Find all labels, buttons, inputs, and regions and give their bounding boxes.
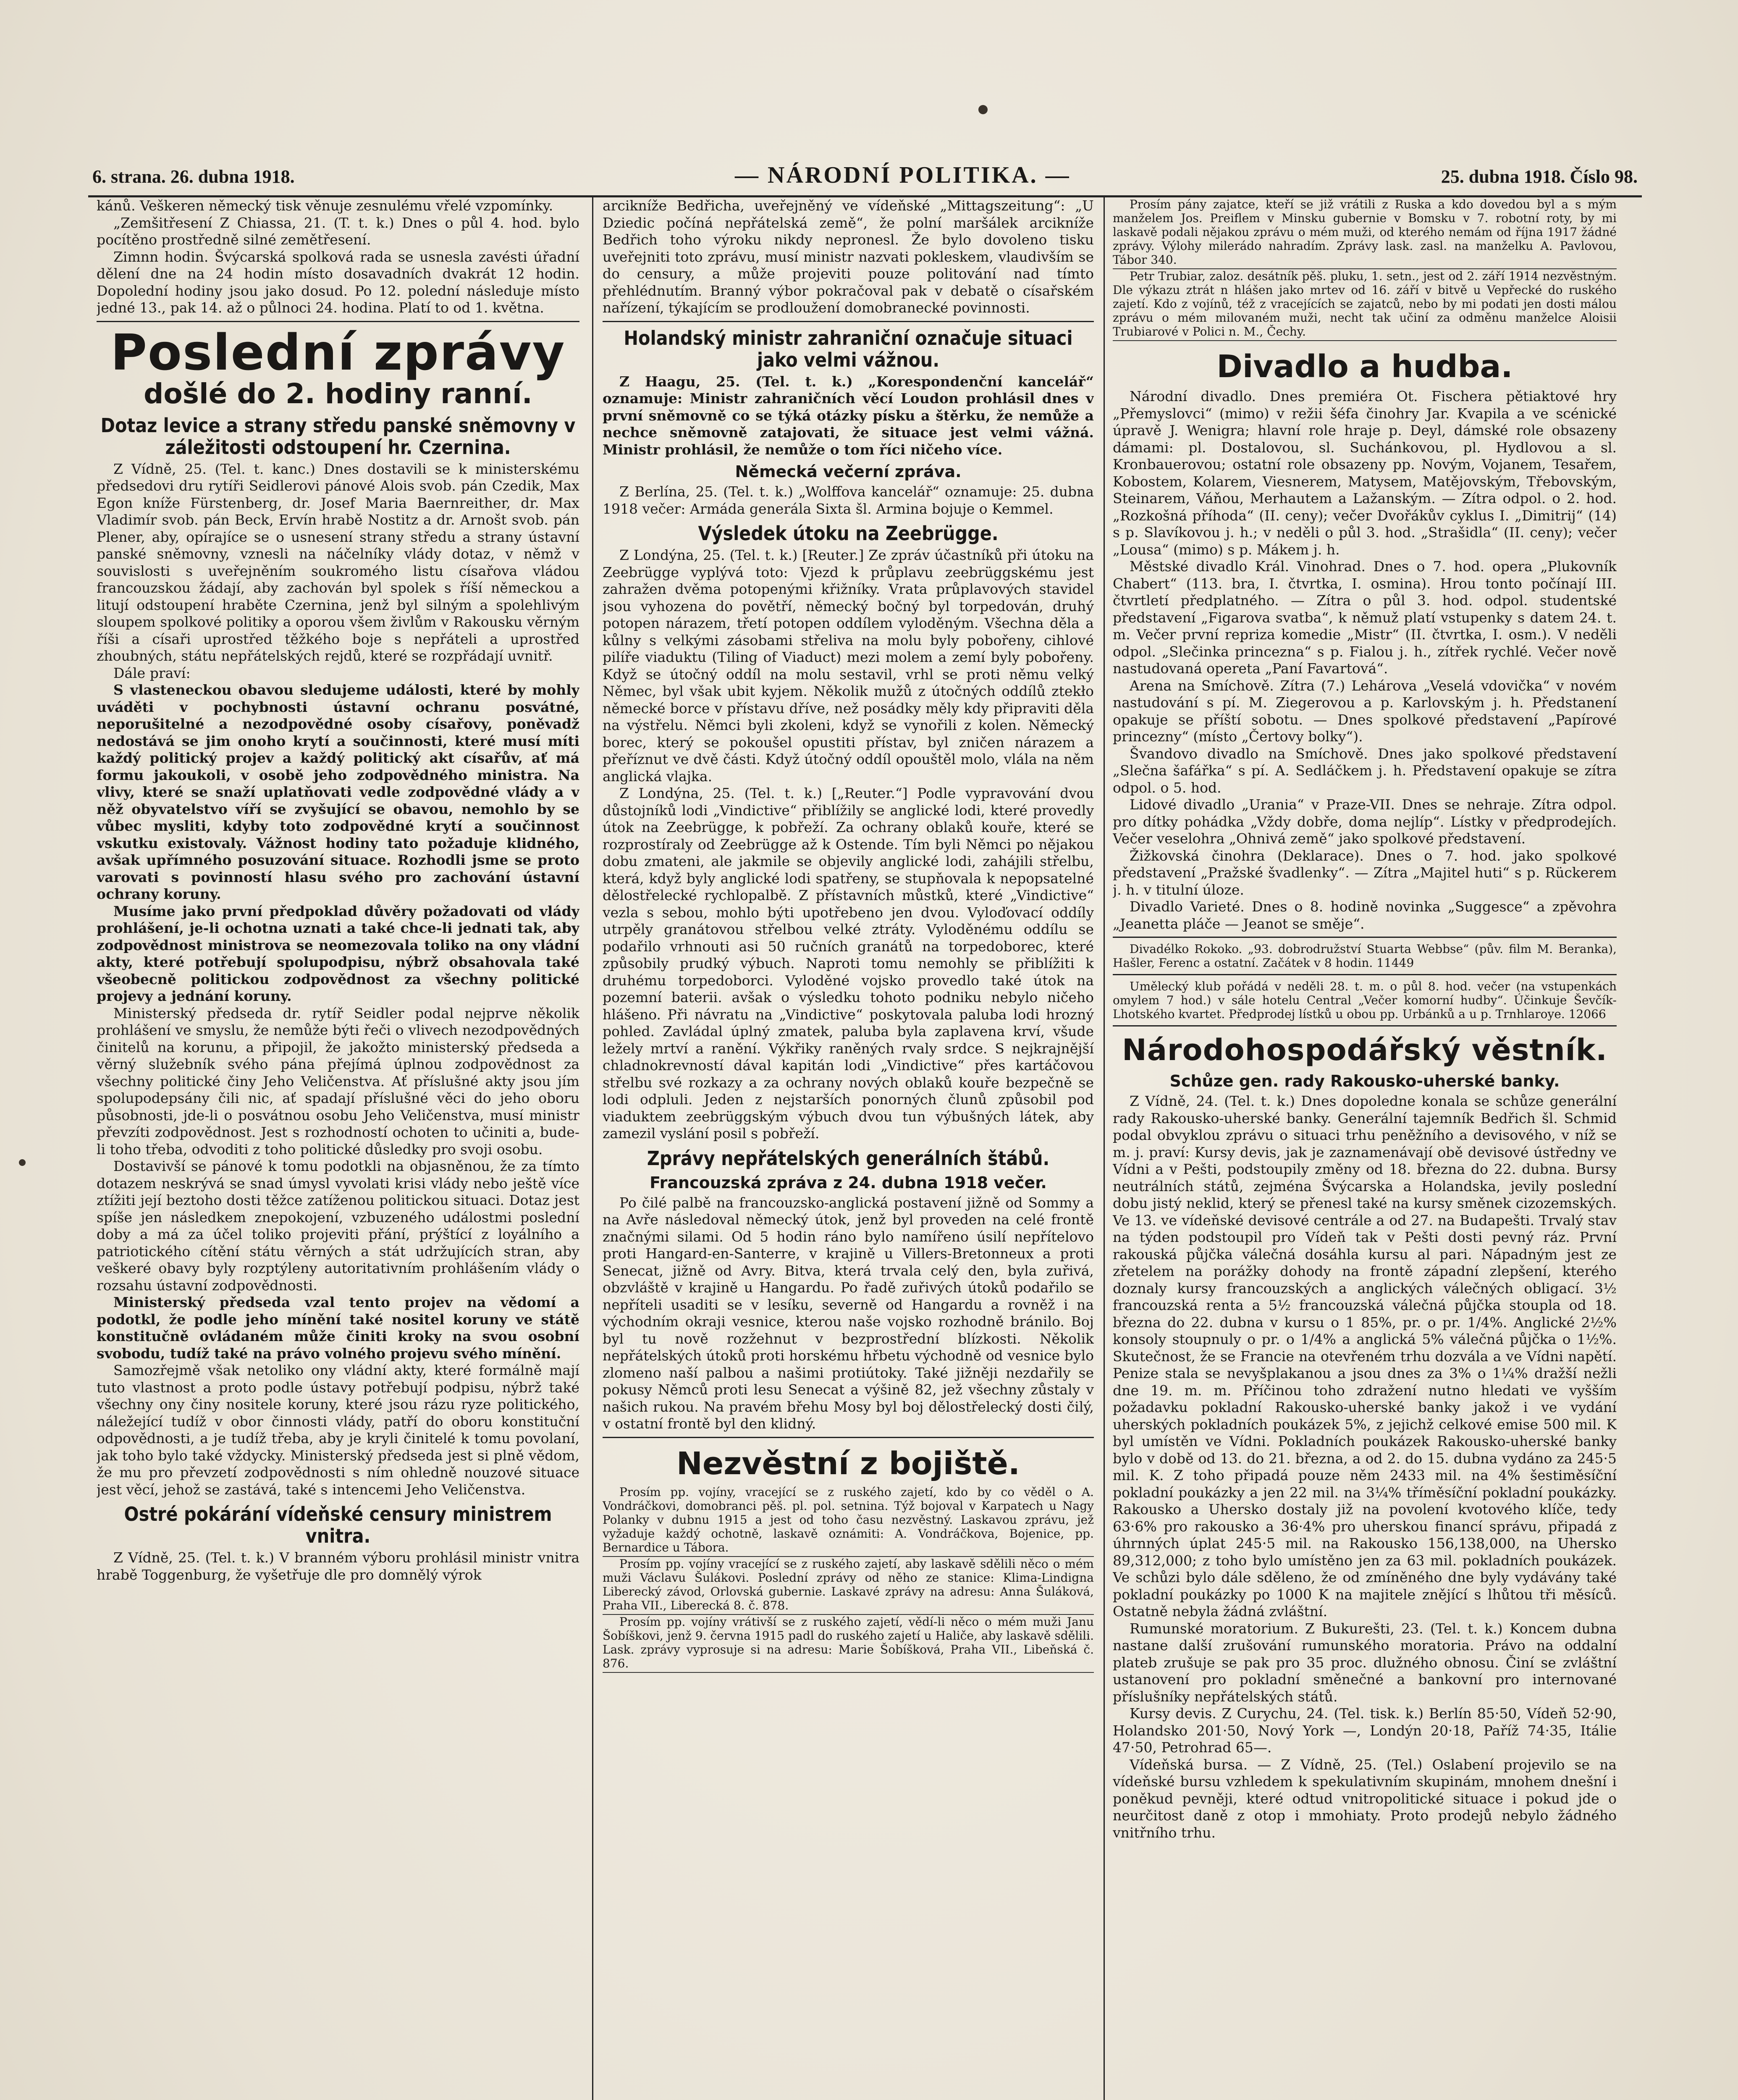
article-headline: Německá večerní zpráva. [735,462,962,481]
column-divider-1 [592,197,593,2100]
article-text: Zimnn hodin. Švýcarská spolková rada se usnesla zavésti úřadní dělení dne na 24 hodin místo dosavadních dvakrát 12 hodin. Dopolední hodiny jsou jako dosud. Po 12. polední následuje místo jedné 13., pak 14. až o půlnoci 24. hodina. Platí to od 1. května. [97,248,579,316]
article-subheadline: Francouzská zpráva z 24. dubna 1918 večer. [650,1173,1047,1192]
article-text: Divadlo Varieté. Dnes o 8. hodině novinka „Suggesce“ a zpěvohra „Jeanetta pláče — Jeanot se směje“. [1113,898,1617,932]
column-divider-2 [1104,197,1105,2100]
page-header [84,162,1646,195]
header-date-right: 25. dubna 1918. Číslo 98. [1441,166,1638,187]
article-text: Z Londýna, 25. (Tel. t. k.) [„Reuter.“] Podle vypravování dvou důstojníků lodi „Vindictive“ přiblížily se anglické lodi, které provedly útok na Zeebrügge, k pobřeží. Za ochrany oblaků kouře, které se rozprostíraly od Zeebrügge až k Ostende. Tím byli Němci po nějakou dobu zmateni, ale jakmile se objevily anglické lodi, zahájili střelbu, která, když byly anglické lodi spatřeny, se stupňovala k nepopsatelné dělostřelecké rychlopalbě. Z přístavních můstků, které „Vindictive“ vezla s sebou, mohlo býti upotřebeno jen dvou. Vyloďovací oddíly utrpěly granátovou střelbou velké ztráty. Vyloděnému oddílu se podařilo vrhnouti asi 50 ručních granátů na torpedoborec, které způsobily prudký výbuch. Naproti tomu nemohly se přiblížiti k druhému torpedoborci. Vyloděné vojsko provedlo také útok na pozemní baterii. avšak o výsledku tohoto podniku nebylo ničeho hlášeno. Při návratu na „Vindictive“ poskytovala paluba lodi hrozný pohled. Zavládal úplný zmatek, paluba byla zaplavena krví, všude ležely mrtví a ranění. Výkřiky raněných rvaly srdce. S nejkrajnější chladnokrevností dával kapitán lodi „Vindictive“ přes kartáčovou střelbu své rozkazy a za ochrany nových oblaků kouře bezpečně se lodi odpluli. Jeden z nejstarších ponorných člunů způsobil pod viaduktem zeebrüggským výbuch dvou tun výbušných látek, aby zamezil vyslání posil s pobřeží. [603,785,1094,1142]
article-text: arcikníže Bedřicha, uveřejněný ve vídeňské „Mittagszeitung“: „U Dziedic počíná nepřátelská země“, že polní maršálek arcikníže Bedřich toho výroku nikdy nepronesl. Že bylo dovoleno tisku uveřejniti toto zprávu, musí ministr nazvati pokleskem, vlaudivším se do censury, a může projeviti pouze politování nad tímto přehlédnutím. Branný výbor pokračoval pak v debatě o císařském nařízení, týkajícím se prodloužení domobranecké povinnosti. [603,197,1094,316]
article-text: Lidové divadlo „Urania“ v Praze-VII. Dnes se nehraje. Zítra odpol. pro dítky pohádka „Vždy dobře, doma nejlíp“. Lístky v předprodejích. Večer veselohra „Ohnivá země“ jako spolkové představení. [1113,796,1617,847]
column-3 [1113,197,1617,2100]
article-text: Z Vídně, 25. (Tel. t. k.) V branném výboru prohlásil ministr vnitra hrabě Toggenburg, že vyšetřuje dle pro domnělý výrok [97,1549,579,1583]
article-text: Z Vídně, 24. (Tel. t. k.) Dnes dopoledne konala se schůze generální rady Rakousko-uherské banky. Generální tajemník Bedřich šl. Schmid podal obvyklou zprávu o situaci trhu peněžního a devisového, v níž se m. j. praví: Kursy devis, jak je zaznamenávají obě devisové ústředny ve Vídni a v Pešti, podstoupily změny od 18. března do 22. dubna. Bursy neutrálních států, zejména Švýcarska a Holandska, jevily poslední dobu jistý neklid, který se přenesl také na kursy směnek cizozemských. Ve 13. ve vídeňské devisové centrále a od 27. na Budapešti. Trvalý stav na týden podstoupil pro Vídeň tak v Pešti dosti pevný ráz. První rakouská půjčka válečná dosáhla kursu al pari. Nápadným jest ze zřetelem na porážky dohody na frontě západní zlepšení, kterého doznaly kursy francouzských a anglických válečných obligací. 3½ francouzská renta a 5½ francouzská válečná půjčka stoupla od 18. března do 22. dubna v kursu o 1 85%, pr. o pr. 1/4%. Anglické 2½% konsoly stoupnuly o pr. o 1/4% a anglická 5% válečná půjčka o 1½%. Skutečnost, že se Francie na otevřeném trhu dozvála a ve Vídni napětí. Penize stala se nevyšplakanou a jsou dnes za 3% o 1¼% dražší nežli dne 19. m. m. Příčinou toho zdražení nutno hledati ve vyšším požadavku pokladní Rakousko-uherské banky jakož i ve vydání uherských pokladních poukázek 5%, z jejichž celkové emise 500 mil. K byl umístěn ve Vídni. Pokladních poukázek Rakousko-uherské banky bylo v době od 13. do 21. března, a od 2. do 15. dubna vydáno za 245·5 mil. K. Z toho připadá pouze něm 2433 mil. na 4% šestiměsíční pokladní poukázky a jen 22 mil. na 3¼% tříměsíční pokladní poukázky. Rakousko a Uhersko dostaly již na povolení kvotového klíče, tedy 63·6% pro rakousko a 36·4% pro uherskou financí správu, připadá z úhrnných úplat 245·5 mil. na Rakousko 156,138,000, na Uhersko 89,312,000; z toho bylo umístěno jen za 63 mil. pokladních poukázek. Ve schůzi bylo dále sděleno, že od zmíněného dne byly vydávány také pokladní poukázky po 1000 K na majitele znějící s lhůtou tři měsíců. Ostatně nebyla žádná zvláštní. [1113,1093,1617,1620]
separator [97,321,579,322]
article-text: S vlasteneckou obavou sledujeme události, které by mohly uváděti v pochybnosti ústavní ochranu posvátné, neporušitelné a nezodpovědné osoby císařovy, poněvadž nedostává se jim onoho krytí a součinnosti, které musí míti každý politický projev a každý politický akt císařův, ať má formu jakoukoli, v osobě jeho zodpovědného ministra. Na vlivy, které se snaží uplatňovati vedle zodpovědné vlády a v něž obyvatelstvo víří se zvyšující se obavou, nemohlo by se vůbec mysliti, kdyby toto zodpovědné krytí a součinnost vskutku existovaly. Vážnost hodiny tato požaduje klidného, avšak upřímného posuzování situace. Rozhodli jsme se proto varovati s povinností hlasu svého pro zachování ústavní ochrany koruny. [97,682,579,902]
classified-ad: Prosím pp. vojíny vrátivší se z ruského zajetí, vědí-li něco o mém muži Janu Šobíškovi, jenž 9. června 1915 padl do ruského zajetí u Haliče, aby laskavě sdělili. Lask. zprávy vyprosuje si na adresu: Marie Šobíšková, Praha VII., Libeňská č. 876. [603,1615,1094,1673]
classified-ad: Prosím pp. vojíny vracející se z ruského zajetí, aby laskavě sdělili něco o mém muži Václavu Šulákovi. Poslední zprávy od něho ze stanice: Klima-Lindigna Liberecký závod, Orlovská gubernie. Laskavé zprávy na adresu: Anna Šuláková, Praha VII., Liberecká 8. č. 878. [603,1557,1094,1615]
article-text: Ministerský předseda vzal tento projev na vědomí a podotkl, že podle jeho mínění také nositel koruny ve státě konstitučně ovládaném může činiti kroky na svou osobní svobodu, tudíž také na právo volného projevu svého mínění. [97,1294,579,1362]
article-text: Po čilé palbě na francouzsko-anglická postavení jižně od Sommy a na Avře následoval německý útok, jenž byl proveden na celé frontě značnými silami. Od 5 hodin ráno bylo namířeno úsilí nepřítelovo proti Hangard-en-Santerre, v krajině u Villers-Bretonneux a proti Senecat, jižně od Avry. Bitva, která trvala celý den, byla zuřivá, obzvláště v krajině u Hangardu. Po řadě zuřivých útoků podařilo se nepříteli usaditi se v lesíku, severně od Hangardu a rovněž i na východním okraji vesnice, kterou naše vojsko rozhodně bránilo. Boj byl tu nově rozžehnut v bezprostřední blízkosti. Několik nepřátelských útoků proti horskému hřbetu východně od vesnice bylo zlomeno naší palbou a našimi protiútoky. Také jižněji nezdařily se pokusy Němců proti lesu Senecat a výšině 82, jež všechny zůstaly v našich rukou. Na pravém břehu Mosy byl boj dělostřelecký dosti čilý, v ostatní frontě byl den klidný. [603,1194,1094,1432]
classified-ad: Divadélko Rokoko. „93. dobrodružství Stuarta Webbse“ (pův. film M. Beranka), Hašler, Ferenc a ostatní. Začátek v 8 hodin. 11449 [1113,942,1617,970]
article-headline: Výsledek útoku na Zeebrügge. [698,522,999,545]
article-text: Arena na Smíchově. Zítra (7.) Lehárova „Veselá vdovička“ v novém nastudování s pí. M. Ziegerovou a p. Karlovským j. h. Předstanení opakuje se příští sobotu. — Dnes spolkové představení „Papírové princezny“ (místo „Čertovy bolky“). [1113,677,1617,745]
section-subheading: došlé do 2. hodiny ranní. [144,377,532,410]
paper-blemish [978,105,988,114]
classified-ad: Prosím pp. vojíny, vracející se z ruského zajetí, kdo by co věděl o A. Vondráčkovi, domobranci pěš. pl. pol. setnina. Týž bojoval v Karpatech u Nagy Polanky v dubnu 1915 a jest od toho času nezvěstný. Laskavou zprávu, jež vyžaduje každý ochotně, laskavě oznámiti: A. Vondráčkova, Bojenice, pp. Bernardice u Tábora. [603,1485,1094,1557]
article-text: Dostavivší se pánové k tomu podotkli na objasněnou, že za tímto dotazem neskrývá se snad úmysl vyvolati krisi vlády nebo ještě více ztížiti její beztoho dosti těžce zatíženou politickou situaci. Dotaz jest spíše jen následkem znepokojení, vzbuzeného událostmi poslední doby a má za účel toliko projeviti přání, prýštící z loyálního a patriotického cítění státu věrných a stát udržujících stran, aby veškeré obavy byly rozptýleny autoritativním prohlášením vlády o rozsahu ústavní zodpovědnosti. [97,1158,579,1294]
article-headline: Schůze gen. rady Rakousko-uherské banky. [1169,1072,1560,1090]
section-heading-latest-news: Poslední zprávy [110,323,566,381]
separator [1113,974,1617,975]
article-text: „Zemšitřesení Z Chiassa, 21. (T. t. k.) Dnes o půl 4. hod. bylo pocítěno prostředně silné zemětřesení. [97,214,579,248]
separator [603,1437,1094,1438]
article-text: Švandovo divadlo na Smíchově. Dnes jako spolkové představení „Slečna šafářka“ s pí. A. Sedláčkem j. h. Představení opakuje se zítra odpol. o 5. hod. [1113,745,1617,796]
classified-ad: Petr Trubiar, zaloz. desátník pěš. pluku, 1. setn., jest od 2. září 1914 nezvěstným. Dle výkazu ztrát n hlášen jako mrtev od 16. září v bitvě u Vepřecké do ruského zajetí. Kdo z vojínů, též z vracejících se zajatců, nebo by mi podati jen dosti málou zprávu o mém milovaném muži, necht tak učiní za odměnu manželce Aloisii Trubiarové v Polici n. M., Čechy. [1113,269,1617,341]
article-headline: Zprávy nepřátelských generálních štábů. [647,1147,1050,1170]
column-1 [97,197,579,2100]
article-text: Kursy devis. Z Curychu, 24. (Tel. tisk. k.) Berlín 85·50, Vídeň 52·90, Holandsko 201·50, Nový York —, Londýn 20·18, Paříž 74·35, Itálie 47·50, Petrohrad 65—. [1113,1705,1617,1756]
classified-ad: Umělecký klub pořádá v neděli 28. t. m. o půl 8. hod. večer (na vstupenkách omylem 7 hod.) v sále hotelu Central „Večer komorní hudby“. Účinkuje Ševčík-Lhotského kvartet. Předprodej lístků u obou pp. Urbánků a u p. Trnhlaroye. 12066 [1113,979,1617,1021]
article-text: Žižkovská činohra (Deklarace). Dnes o 7. hod. jako spolkové představení „Pražské švadlenky“. — Zítra „Majitel huti“ s p. Rückerem j. h. v titulní úloze. [1113,847,1617,898]
article-text: Z Berlína, 25. (Tel. t. k.) „Wolffova kancelář“ oznamuje: 25. dubna 1918 večer: Armáda generála Sixta šl. Armina bojuje o Kemmel. [603,483,1094,517]
article-text: Musíme jako první předpoklad důvěry požadovati od vlády prohlášení, je-li ochotna uznati a také chce-li jednati tak, aby zodpovědnost ministrova se neomezovala toliko na ony vládní akty, které potřebují spolupodpisu, nýbrž obsahovala také všeobecně politickou zodpovědnost za všechny politické projevy a jednání koruny. [97,903,579,1004]
article-headline: Dotaz levice a strany středu panské sněmovny v záležitosti odstoupení hr. Czernina. [100,414,576,459]
article-text: Ministerský předseda dr. rytíř Seidler podal nejprve několik prohlášení ve smyslu, že nemůže býti řeči o vlivech nezodpovědných činitelů na korunu, a připojil, že jakožto ministerský předseda a věrný služebník svého pána přejímá úplnou zodpovědnost za všechny politické činy Jeho Veličenstva. Ať příslušné akty jsou jím spolupodepsány čili nic, ať spadají příslušné věci do jeho oboru působnosti, jde-li o posvátnou osobu Jeho Veličenstva, musí ministr převzíti zodpovědnost. Jest s rozhodností ochoten to učiniti a, bude-li toho třeba, odvoditi z toho politické důsledky pro svoji osobu. [97,1005,579,1158]
article-text: Vídeňská bursa. — Z Vídně, 25. (Tel.) Oslabení projevilo se na vídeňské bursu vzhledem k spekulativním skupinám, mnohem dnešní i poněkud pevněji, které odtud vnitropolitické situace i pokud jde o neurčitost daně z otop i mmohiaty. Proto prodejů nebylo žádného vnitřního trhu. [1113,1756,1617,1841]
header-date-left: 6. strana. 26. dubna 1918. [92,166,295,187]
article-text: Samozřejmě však netoliko ony vládní akty, které formálně mají tuto vlastnost a proto podle ústavy potřebují podpisu, nýbrž také všechny ony činy nositele koruny, které jsou rázu ryze politického, náležející tudíž v obor činnosti vlády, patří do oboru konstituční odpovědnosti, a je tudíž třeba, aby je kryli činitelé k tomu povolaní, jak toho bylo také vždycky. Ministerský předseda jest si plně vědom, že mu pro převzetí zodpovědnosti s ním ohledně nouzové situace jest věcí, jehož se zastává, také s intencemi Jeho Veličenstva. [97,1362,579,1498]
classified-ad: Prosím pány zajatce, kteří se již vrátili z Ruska a kdo dovedou byl a s mým manželem Jos. Preiflem v Minsku gubernie v Bomsku v 7. robotní roty, by mi laskavě podali nějakou zprávu o mém muži, od kterého nemám od října 1917 žádné zprávy. Výlohy milerádo nahradím. Zprávy lask. zasl. na manželku A. Pavlovou, Tábor 340. [1113,197,1617,269]
section-heading-theatre: Divadlo a hudba. [1216,349,1513,385]
article-text: Městské divadlo Král. Vinohrad. Dnes o 7. hod. opera „Plukovník Chabert“ (113. bra, I. čtvrtka, I. osmina). Hrou tonto počínají III. čtvrtletí předplatného. — Zítra o půl 3. hod. odpol. studentské představení „Figarova svatba“, k němuž platí vstupenky s datem 24. t. m. Večer první repriza komedie „Mistr“ (II. čtvrtka, I. osm.). V neděli odpol. „Slečinka princezna“ s p. Fialou j. h., zítřek rychlé. Večer nově nastudovaná opereta „Paní Favartová“. [1113,558,1617,677]
article-headline: Ostré pokárání vídeňské censury ministrem vnitra. [124,1503,552,1547]
separator [1113,937,1617,938]
separator [603,321,1094,322]
column-2 [603,197,1094,2100]
article-text: Rumunské moratorium. Z Bukurešti, 23. (Tel. t. k.) Koncem dubna nastane další zrušování rumunského moratoria. Právo na oddalní plateb zrušuje se pak pro 35 proc. dlužného obnosu. Činí se zvláštní ustanovení pro pokladní směnečné a bankovní pro internované příslušníky nepřátelských států. [1113,1620,1617,1705]
article-text: Dále praví: [113,664,191,681]
article-headline: Holandský ministr zahraniční označuje situaci jako velmi vážnou. [624,326,1073,371]
article-text: Národní divadlo. Dnes premiéra Ot. Fischera pětiaktové hry „Přemyslovci“ (mimo) v režii šéfa činohry Jar. Kvapila a ve scénické úpravě J. Wenigra; hlavní role hraje p. Deyl, dámské role obsazeny dámami: pl. Dostalovou, sl. Suchánkovou, pl. Hydlovou a sl. Kronbauerovou; ostatní role obsazeny pp. Novým, Vojanem, Tesařem, Kobostem, Kolarem, Viesnerem, Matysem, Matějovským, Třebovským, Steinarem, Váňou, Merhautem a Lažanským. — Zítra odpol. o 2. hod. „Rozkošná příhoda“ (II. ceny); večer Dvořákův cyklus I. „Dimitrij“ (14) s p. Slavíkovou j. h.; v neděli o půl 3. hod. „Strašidla“ (II. ceny); večer „Lousa“ (mimo) s p. Mákem j. h. [1113,388,1617,558]
masthead-title: — NÁRODNÍ POLITIKA. — [735,162,1071,188]
article-text: Z Vídně, 25. (Tel. t. kanc.) Dnes dostavili se k ministerskému předsedovi dru rytíři Seidlerovi pánové Alois svob. pán Czedik, Max Egon kníže Fürstenberg, dr. Josef Maria Baernreither, dr. Max Vladimír svob. pán Beck, Ervín hrabě Nostitz a dr. Arnošt svob. pán Plener, aby, opírajíce se o usnesení strany středu a strany ústavní panské sněmovny, vznesli na náčelníky vlády dotaz, v němž v souvislosti s uveřejněním soukromého listu císařova vládou francouzskou žádají, aby zachován byl spolek s říší německou a litují odstoupení hraběte Czernina, jenž byl silným a spolehlivým sloupem spolkové politiky a oporou všem živlům v Rakousku věrným říši a císaři uprostřed těžkého boje s nepřáteli a uprostřed zhoubných, státu nepřátelských rejdů, které se rozpřádají uvnitř. [97,460,579,664]
article-text: kánů. Veškeren německý tisk věnuje zesnulému vřelé vzpomínky. [97,197,553,214]
section-heading-economy: Národohospodářský věstník. [1122,1033,1607,1067]
paper-blemish [19,1159,26,1166]
separator [1113,1025,1617,1026]
article-text: Z Londýna, 25. (Tel. t. k.) [Reuter.] Ze zpráv účastníků při útoku na Zeebrügge vyplývá toto: Vjezd k průplavu zeebrüggskému jest zahražen dvěma potopenými křižníky. Vrata průplavových stavidel jsou vyhozena do povětří, německý bočný byl torpedován, druhý potopen nárazem, třetí potopen oddílem vyloděným. Všechna děla a kůlny s velkými zásobami střeliva na molu byly pobořeny, cihlové pilíře viaduktu (Tiling of Viaduct) mezi molem a zemí byly pobořeny. Když se útočný oddíl na molu sestavil, vrhl se proti němu velký Němec, byl však ubit kyjem. Několik mužů z útočných oddílů ztekło německé borce v přístavu dříve, než posádky měly kdy připraviti děla na výstřelu. Němci byli zkoleni, když se vynořili z kolen. Německý borec, který se pokoušel opustiti přístav, byl zničen nárazem a přeříznut ve dvě části. Když útočný oddíl opouštěl molo, vlála na něm anglická vlajka. [603,547,1094,785]
section-heading-missing: Nezvěstní z bojiště. [676,1445,1020,1482]
article-text: Z Haagu, 25. (Tel. t. k.) „Korespondenční kancelář“ oznamuje: Ministr zahraničních věcí Loudon prohlásil dnes v první sněmovně co se týká otázky písku a štěrku, že nemůže a nechce sněmovně zatajovati, že situace jest velmi vážná. Ministr prohlásil, že nemůže o tom říci ničeho více. [603,373,1094,458]
